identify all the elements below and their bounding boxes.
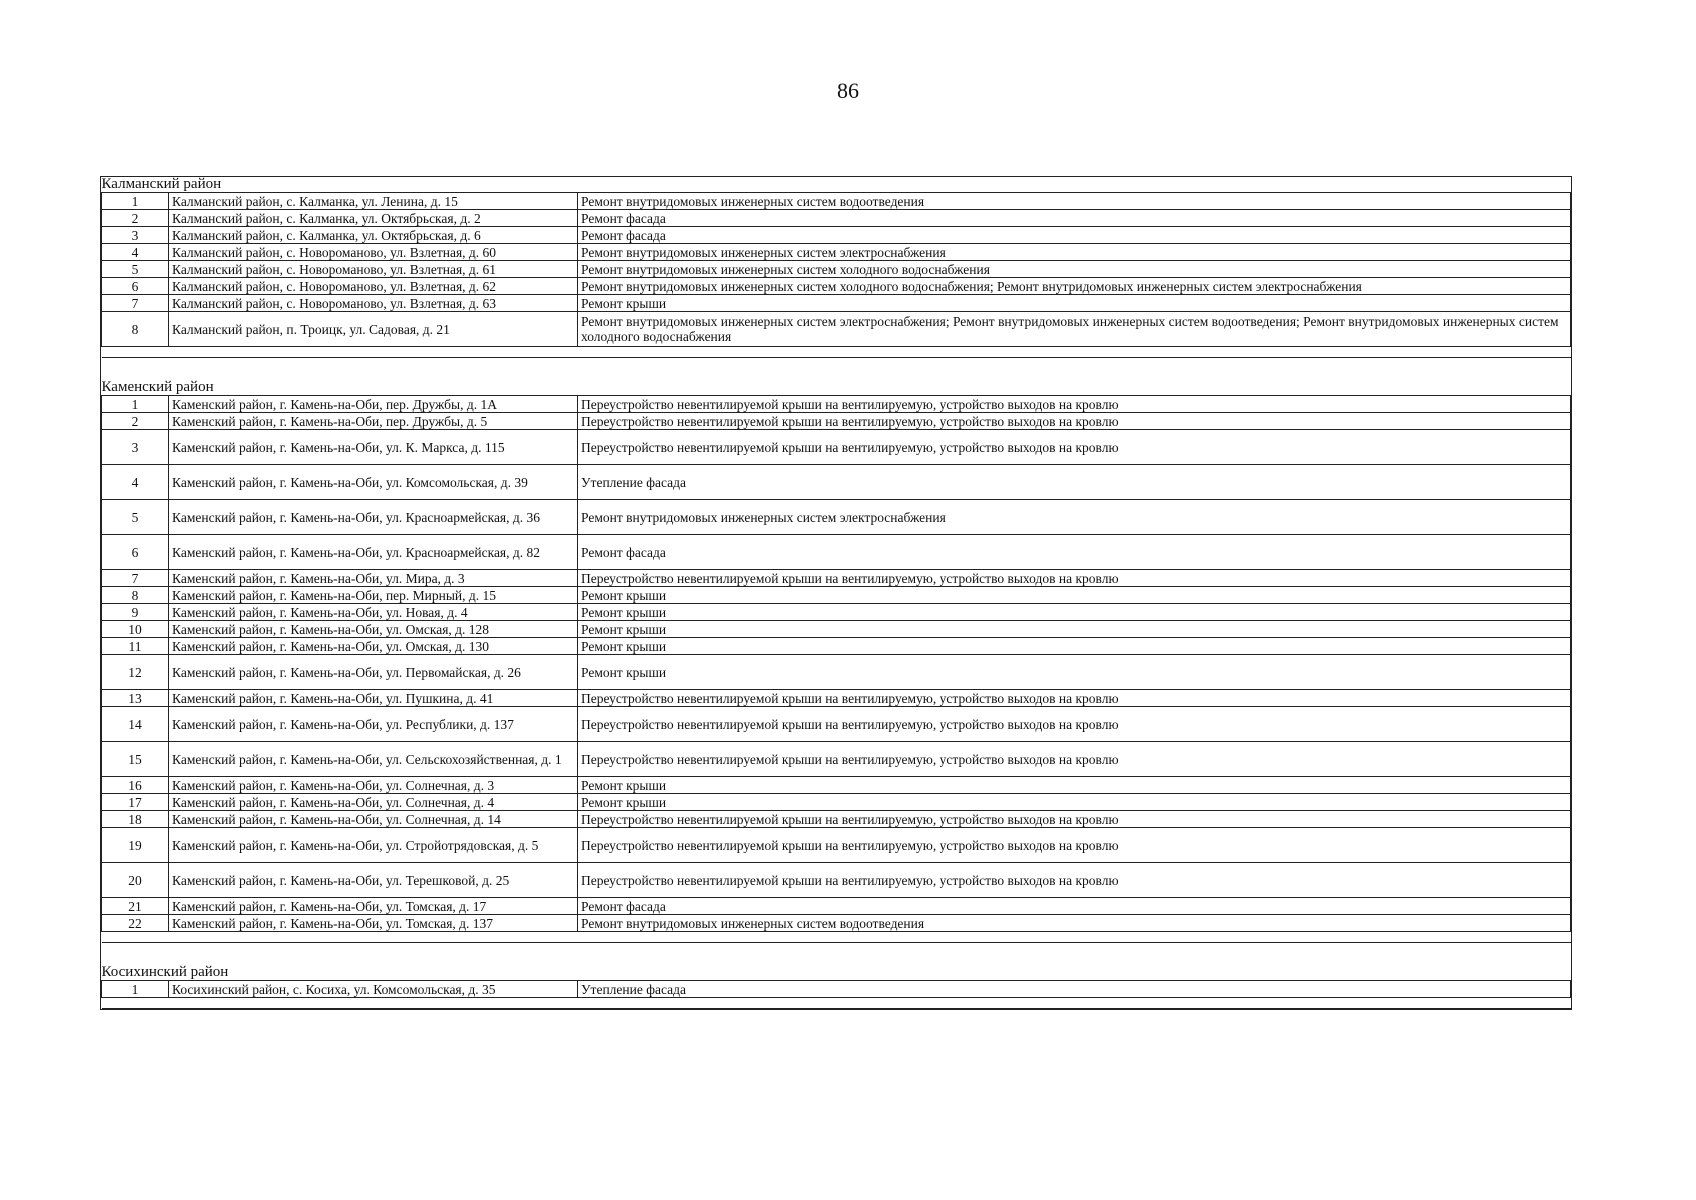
row-work: Ремонт фасада (578, 898, 1571, 915)
table-row (102, 621, 1571, 638)
row-work: Ремонт крыши (578, 777, 1571, 794)
row-address: Косихинский район, с. Косиха, ул. Комсомольская, д. 35 (169, 981, 578, 998)
table-row (102, 777, 1571, 794)
row-address: Каменский район, г. Камень-на-Оби, ул. Стройотрядовская, д. 5 (169, 828, 578, 863)
row-number: 2 (102, 210, 169, 227)
row-address: Калманский район, с. Новороманово, ул. Взлетная, д. 61 (169, 261, 578, 278)
row-work: Ремонт крыши (578, 295, 1571, 312)
section-title: Калманский район (102, 177, 1571, 193)
row-work: Переустройство невентилируемой крыши на вентилируемую, устройство выходов на кровлю (578, 863, 1571, 898)
table-row (102, 227, 1571, 244)
row-address: Каменский район, г. Камень-на-Оби, ул. Солнечная, д. 14 (169, 811, 578, 828)
row-number: 8 (102, 587, 169, 604)
row-work: Ремонт фасада (578, 210, 1571, 227)
row-number: 18 (102, 811, 169, 828)
row-number: 8 (102, 312, 169, 347)
row-address: Калманский район, с. Новороманово, ул. Взлетная, д. 62 (169, 278, 578, 295)
row-number: 19 (102, 828, 169, 863)
row-work: Ремонт внутридомовых инженерных систем электроснабжения (578, 244, 1571, 261)
row-number: 1 (102, 193, 169, 210)
row-work: Ремонт фасада (578, 535, 1571, 570)
row-work: Ремонт внутридомовых инженерных систем электроснабжения; Ремонт внутридомовых инженерных систем водоотведения; Ремонт внутридомовых инженерных систем холодного водоснабжения (578, 312, 1571, 347)
table-row (102, 413, 1571, 430)
row-address: Каменский район, г. Камень-на-Оби, ул. Новая, д. 4 (169, 604, 578, 621)
table-row (102, 898, 1571, 915)
row-work: Утепление фасада (578, 981, 1571, 998)
row-number: 7 (102, 570, 169, 587)
row-number: 2 (102, 413, 169, 430)
row-number: 9 (102, 604, 169, 621)
row-address: Калманский район, с. Новороманово, ул. Взлетная, д. 63 (169, 295, 578, 312)
row-address: Калманский район, п. Троицк, ул. Садовая, д. 21 (169, 312, 578, 347)
row-number: 4 (102, 244, 169, 261)
row-work: Переустройство невентилируемой крыши на вентилируемую, устройство выходов на кровлю (578, 742, 1571, 777)
table-row (102, 261, 1571, 278)
row-address: Каменский район, г. Камень-на-Оби, ул. Мира, д. 3 (169, 570, 578, 587)
row-number: 12 (102, 655, 169, 690)
row-work: Переустройство невентилируемой крыши на вентилируемую, устройство выходов на кровлю (578, 811, 1571, 828)
table-row (102, 295, 1571, 312)
row-number: 4 (102, 465, 169, 500)
repair-table-body (102, 177, 1571, 1009)
row-address: Каменский район, г. Камень-на-Оби, ул. Томская, д. 17 (169, 898, 578, 915)
row-number: 5 (102, 500, 169, 535)
table-row (102, 794, 1571, 811)
row-address: Каменский район, г. Камень-на-Оби, ул. Солнечная, д. 3 (169, 777, 578, 794)
section-spacer (102, 347, 1571, 358)
row-work: Ремонт внутридомовых инженерных систем водоотведения (578, 915, 1571, 932)
row-address: Каменский район, г. Камень-на-Оби, пер. Дружбы, д. 5 (169, 413, 578, 430)
row-number: 16 (102, 777, 169, 794)
row-number: 21 (102, 898, 169, 915)
table-row (102, 981, 1571, 998)
repair-table-grid (101, 177, 1571, 1009)
row-address: Каменский район, г. Камень-на-Оби, пер. Мирный, д. 15 (169, 587, 578, 604)
row-address: Каменский район, г. Камень-на-Оби, ул. Комсомольская, д. 39 (169, 465, 578, 500)
row-work: Переустройство невентилируемой крыши на вентилируемую, устройство выходов на кровлю (578, 430, 1571, 465)
section-header (102, 358, 1571, 396)
row-work: Ремонт фасада (578, 227, 1571, 244)
row-number: 15 (102, 742, 169, 777)
row-work: Переустройство невентилируемой крыши на вентилируемую, устройство выходов на кровлю (578, 396, 1571, 413)
row-address: Калманский район, с. Новороманово, ул. Взлетная, д. 60 (169, 244, 578, 261)
section-spacer (102, 932, 1571, 943)
table-row (102, 587, 1571, 604)
table-row (102, 193, 1571, 210)
row-address: Каменский район, г. Камень-на-Оби, ул. Красноармейская, д. 82 (169, 535, 578, 570)
table-row (102, 638, 1571, 655)
row-work: Переустройство невентилируемой крыши на вентилируемую, устройство выходов на кровлю (578, 707, 1571, 742)
row-address: Каменский район, г. Камень-на-Оби, ул. Омская, д. 128 (169, 621, 578, 638)
section-header (102, 177, 1571, 193)
row-address: Каменский район, г. Камень-на-Оби, ул. Сельскохозяйственная, д. 1 (169, 742, 578, 777)
table-row (102, 312, 1571, 347)
row-address: Каменский район, г. Камень-на-Оби, ул. Солнечная, д. 4 (169, 794, 578, 811)
table-row (102, 278, 1571, 295)
table-row (102, 244, 1571, 261)
row-address: Каменский район, г. Камень-на-Оби, ул. К. Маркса, д. 115 (169, 430, 578, 465)
row-address: Калманский район, с. Калманка, ул. Октябрьская, д. 2 (169, 210, 578, 227)
table-row (102, 655, 1571, 690)
row-work: Переустройство невентилируемой крыши на вентилируемую, устройство выходов на кровлю (578, 690, 1571, 707)
row-address: Каменский район, г. Камень-на-Оби, ул. Омская, д. 130 (169, 638, 578, 655)
table-row (102, 707, 1571, 742)
row-number: 10 (102, 621, 169, 638)
row-number: 22 (102, 915, 169, 932)
row-address: Каменский район, г. Камень-на-Оби, ул. Пушкина, д. 41 (169, 690, 578, 707)
row-address: Каменский район, г. Камень-на-Оби, ул. Республики, д. 137 (169, 707, 578, 742)
table-row (102, 811, 1571, 828)
row-number: 3 (102, 227, 169, 244)
row-number: 1 (102, 981, 169, 998)
row-number: 5 (102, 261, 169, 278)
section-title: Каменский район (102, 358, 1571, 396)
table-row (102, 210, 1571, 227)
row-work: Ремонт внутридомовых инженерных систем электроснабжения (578, 500, 1571, 535)
table-row (102, 863, 1571, 898)
table-row (102, 690, 1571, 707)
row-address: Калманский район, с. Калманка, ул. Ленина, д. 15 (169, 193, 578, 210)
row-work: Ремонт крыши (578, 638, 1571, 655)
row-address: Каменский район, г. Камень-на-Оби, пер. Дружбы, д. 1А (169, 396, 578, 413)
row-address: Каменский район, г. Камень-на-Оби, ул. Томская, д. 137 (169, 915, 578, 932)
row-number: 14 (102, 707, 169, 742)
table-row (102, 465, 1571, 500)
row-number: 7 (102, 295, 169, 312)
row-work: Переустройство невентилируемой крыши на вентилируемую, устройство выходов на кровлю (578, 828, 1571, 863)
row-number: 11 (102, 638, 169, 655)
row-work: Ремонт внутридомовых инженерных систем холодного водоснабжения; Ремонт внутридомовых инженерных систем электроснабжения (578, 278, 1571, 295)
row-work: Утепление фасада (578, 465, 1571, 500)
row-work: Ремонт крыши (578, 655, 1571, 690)
row-work: Ремонт крыши (578, 604, 1571, 621)
table-row (102, 535, 1571, 570)
spacer-cell (102, 347, 1571, 358)
row-number: 17 (102, 794, 169, 811)
table-row (102, 828, 1571, 863)
row-work: Ремонт крыши (578, 794, 1571, 811)
row-number: 1 (102, 396, 169, 413)
row-number: 6 (102, 535, 169, 570)
section-spacer (102, 998, 1571, 1009)
row-address: Каменский район, г. Камень-на-Оби, ул. Терешковой, д. 25 (169, 863, 578, 898)
row-work: Ремонт крыши (578, 621, 1571, 638)
table-row (102, 396, 1571, 413)
table-row (102, 570, 1571, 587)
page-number: 86 (837, 78, 859, 103)
row-work: Ремонт внутридомовых инженерных систем водоотведения (578, 193, 1571, 210)
row-number: 13 (102, 690, 169, 707)
row-number: 20 (102, 863, 169, 898)
row-address: Калманский район, с. Калманка, ул. Октябрьская, д. 6 (169, 227, 578, 244)
row-number: 6 (102, 278, 169, 295)
spacer-cell (102, 998, 1571, 1009)
row-address: Каменский район, г. Камень-на-Оби, ул. Первомайская, д. 26 (169, 655, 578, 690)
table-row (102, 915, 1571, 932)
table-row (102, 500, 1571, 535)
row-work: Ремонт внутридомовых инженерных систем холодного водоснабжения (578, 261, 1571, 278)
table-row (102, 604, 1571, 621)
spacer-cell (102, 932, 1571, 943)
row-address: Каменский район, г. Камень-на-Оби, ул. Красноармейская, д. 36 (169, 500, 578, 535)
repair-table (100, 176, 1572, 1010)
row-work: Переустройство невентилируемой крыши на вентилируемую, устройство выходов на кровлю (578, 413, 1571, 430)
row-number: 3 (102, 430, 169, 465)
table-row (102, 430, 1571, 465)
section-title: Косихинский район (102, 943, 1571, 981)
row-work: Ремонт крыши (578, 587, 1571, 604)
section-header (102, 943, 1571, 981)
table-row (102, 742, 1571, 777)
row-work: Переустройство невентилируемой крыши на вентилируемую, устройство выходов на кровлю (578, 570, 1571, 587)
